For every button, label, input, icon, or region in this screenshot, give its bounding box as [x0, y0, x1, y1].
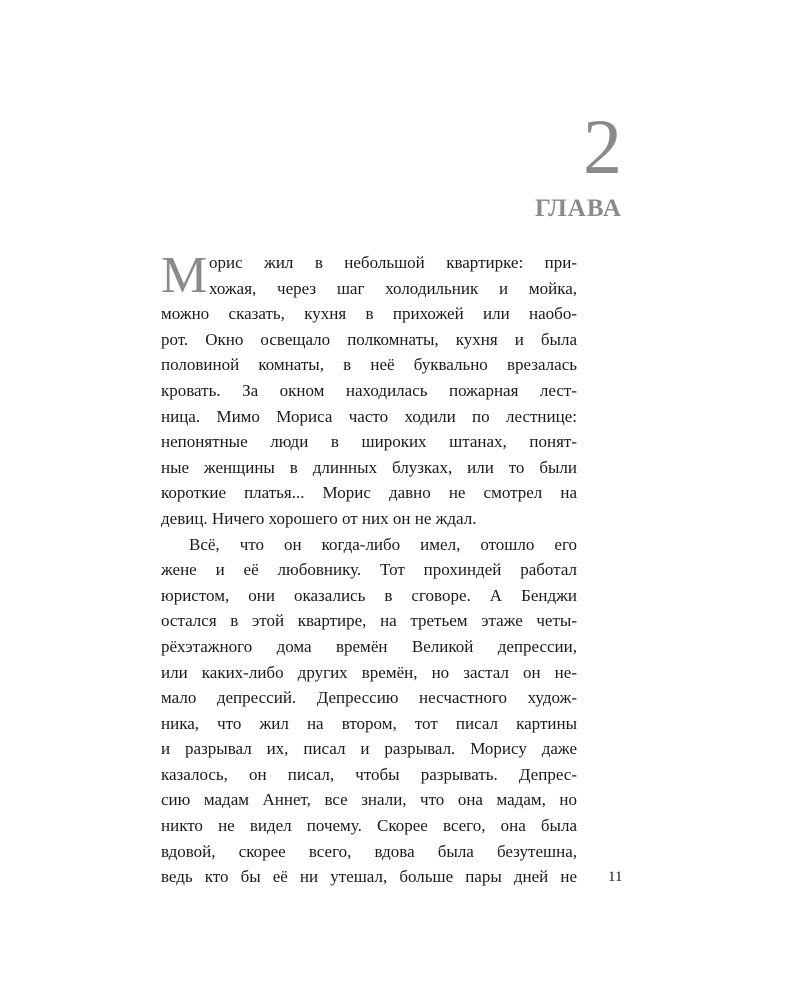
text-line: орис жил в небольшой квартирке: при-: [209, 253, 577, 272]
text-line: рёхэтажного дома времён Великой депрессии,: [161, 636, 577, 656]
text-line: жене и её любовнику. Тот прохиндей работал: [161, 560, 577, 580]
text-line: можно сказать, кухня в прихожей или наобо-: [161, 304, 577, 324]
text-line: короткие платья... Морис давно не смотрел на: [161, 483, 577, 503]
text-line: остался в этой квартире, на третьем этаже четы-: [161, 611, 577, 631]
text-line: сию мадам Аннет, все знали, что она мадам, но: [161, 790, 577, 810]
text-line: юристом, они оказались в сговоре. А Бенджи: [161, 585, 577, 605]
text-line: казалось, он писал, чтобы разрывать. Депрес-: [161, 764, 577, 784]
text-line: рот. Окно освещало полкомнаты, кухня и была: [161, 329, 577, 349]
text-line: и разрывал их, писал и разрывал. Морису даже: [161, 739, 577, 759]
text-line: мало депрессий. Депрессию несчастного худож-: [161, 688, 577, 708]
text-line: ника, что жил на втором, тот писал картины: [161, 713, 577, 733]
text-line: или каких-либо других времён, но застал он не-: [161, 662, 577, 682]
text-line: Всё, что он когда-либо имел, отошло его: [189, 534, 577, 554]
body-text: [161, 247, 577, 890]
page-number: 11: [608, 869, 623, 885]
text-line: девиц. Ничего хорошего от них он не ждал.: [161, 508, 477, 528]
drop-cap: М: [161, 247, 208, 304]
text-line: половиной комнаты, в неё буквально врезалась: [161, 355, 577, 375]
text-line: хожая, через шаг холодильник и мойка,: [209, 278, 577, 298]
text-line: кровать. За окном находилась пожарная лест-: [161, 380, 577, 400]
chapter-heading: ГЛАВА: [535, 195, 622, 222]
text-line: ведь кто бы её ни утешал, больше пары дней не: [161, 867, 577, 887]
chapter-number: 2: [583, 103, 622, 190]
text-line: непонятные люди в широких штанах, понят-: [161, 432, 577, 452]
text-line: ные женщины в длинных блузках, или то были: [161, 457, 577, 477]
text-line: ница. Мимо Мориса часто ходили по лестнице:: [161, 406, 577, 426]
text-line: никто не видел почему. Скорее всего, она была: [161, 816, 577, 836]
text-line: вдовой, скорее всего, вдова была безутешна,: [161, 841, 577, 861]
